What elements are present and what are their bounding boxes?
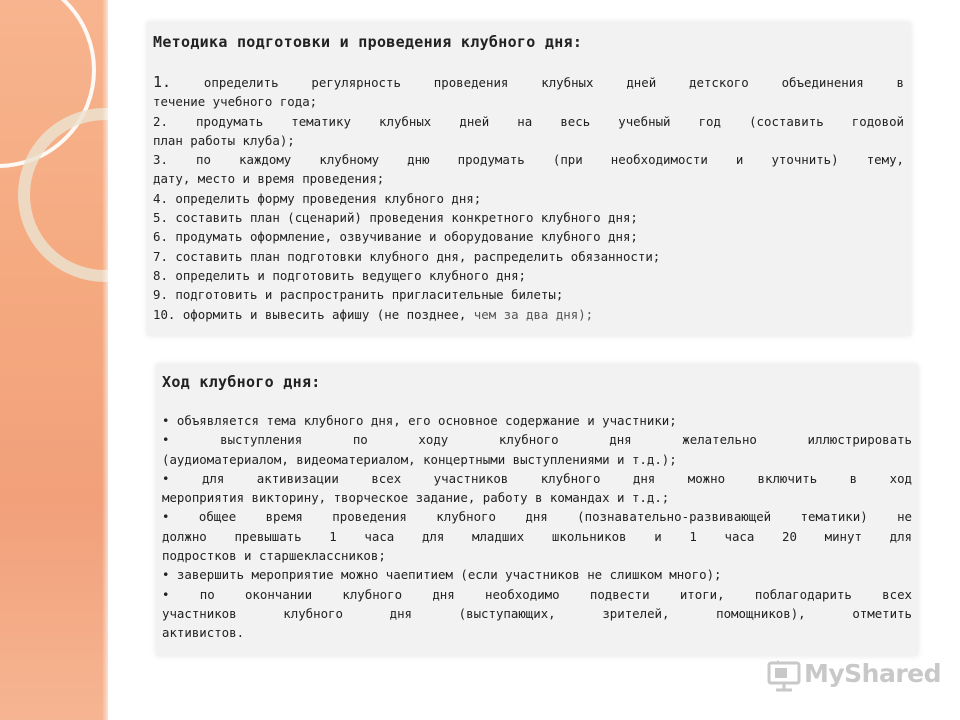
list-item: 5. составить план (сценарий) проведения конкретного клубного дня; [153,210,638,226]
list-item-continuation: дату, место и время проведения; [153,171,385,187]
club-day-course-title: Ход клубного дня: [162,373,321,391]
list-item: 7. составить план подготовки клубного дня, распределить обязанности; [153,248,661,264]
methodology-title: Методика подготовки и проведения клубного дня: [153,33,583,51]
list-item: 8. определить и подготовить ведущего клубного дня; [153,267,526,283]
bullet-item-continuation: активистов. [162,625,245,641]
bullet-item: • общее время проведения клубного дня (познавательно-развивающей тематики) не [162,509,912,525]
list-item: 4. определить форму проведения клубного дня; [153,190,482,206]
list-item: 3. по каждому клубному дню продумать (при необходимости и уточнить) тему, [153,152,904,168]
myshared-watermark[interactable] [767,656,942,700]
bullet-item: • завершить мероприятие можно чаепитием (если участников не слишком много); [162,567,722,583]
decorative-side-band [0,0,108,720]
bullet-item-continuation: (аудиоматериалом, видеоматериалом, концертными выступлениями и т.д.); [162,451,677,467]
bullet-item-continuation: подростков и старшеклассников; [162,548,386,564]
bullet-item: • выступления по ходу клубного дня желательно иллюстрировать [162,432,912,448]
list-item: 9. подготовить и распространить пригласительные билеты; [153,287,564,303]
projector-icon [767,658,801,692]
list-item: 1. определить регулярность проведения клубных дней детского объединения в [153,73,904,91]
list-item: 10. оформить и вывесить афишу (не позднее, чем за два дня); [153,306,594,322]
watermark-text: MyShared [804,659,942,688]
list-item: 6. продумать оформление, озвучивание и оборудование клубного дня; [153,229,638,245]
list-item-continuation: течение учебного года; [153,94,318,110]
bullet-item-continuation: должно превышать 1 часа для младших школьников и 1 часа 20 минут для [162,528,912,544]
list-item: 2. продумать тематику клубных дней на весь учебный год (составить годовой [153,113,904,129]
bullet-item: • объявляется тема клубного дня, его основное содержание и участники; [162,413,677,428]
bullet-item: • для активизации всех участников клубного дня можно включить в ход [162,470,912,486]
list-item-continuation: план работы клуба); [153,132,295,148]
bullet-item-continuation: участников клубного дня (выступающих, зрителей, помощников), отметить [162,605,912,621]
methodology-panel [147,22,911,336]
bullet-item: • по окончании клубного дня необходимо подвести итоги, поблагодарить всех [162,586,912,602]
club-day-course-panel [156,364,918,656]
bullet-item-continuation: мероприятия викторину, творческое задание, работу в командах и т.д.; [162,490,670,506]
